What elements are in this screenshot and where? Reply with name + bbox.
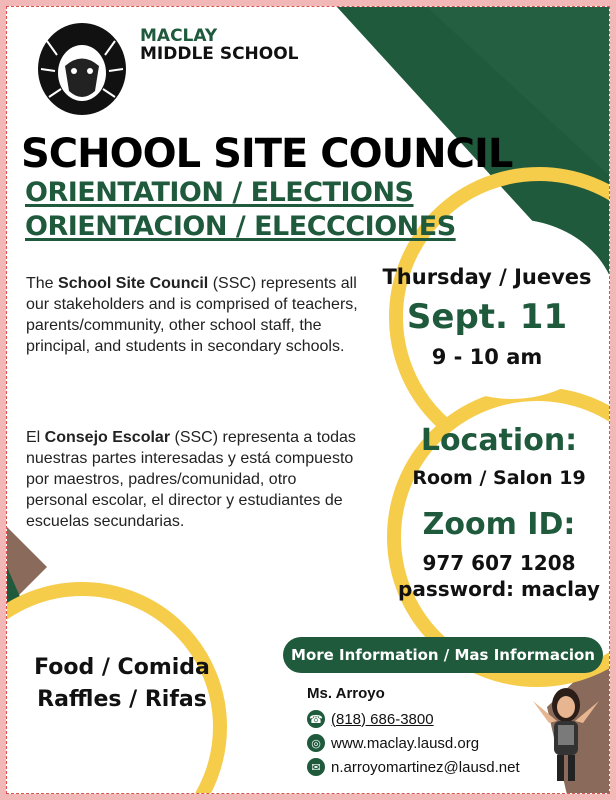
phone-icon: ☎ (307, 710, 325, 728)
contact-phone-row (307, 707, 520, 731)
event-time: 9 - 10 am (431, 345, 543, 369)
description-english: The School Site Council (SSC) represents all our stakeholders and is comprised of teachers, parents/community, other school staff, the principal, and students in secondary schools. (26, 275, 358, 355)
contact-website-row (307, 731, 520, 755)
email-link[interactable]: n.arroyomartinez@lausd.net (331, 758, 520, 776)
ssc-english-name: School Site Council (58, 275, 209, 292)
school-name-line2: MIDDLE SCHOOL (140, 44, 299, 64)
raffles-text: Raffles / Rifas (37, 687, 207, 712)
phone-link[interactable]: (818) 686-3800 (331, 710, 434, 728)
flyer-sheet (6, 6, 610, 794)
location-room: Room / Salon 19 (412, 467, 586, 489)
contact-email-row (307, 755, 520, 779)
contact-name: Ms. Arroyo (307, 685, 385, 702)
event-date: Sept. 11 (406, 297, 568, 337)
school-name-line1: MACLAY (140, 26, 218, 46)
zoom-password: password: maclay (398, 577, 600, 601)
location-heading: Location: (420, 423, 578, 458)
page-title: SCHOOL SITE COUNCIL (21, 131, 513, 177)
food-text: Food / Comida (34, 655, 210, 680)
bitmoji-avatar (527, 683, 605, 787)
lion-logo (35, 21, 129, 117)
ssc-spanish-name: Consejo Escolar (44, 429, 171, 446)
contact-list (307, 707, 520, 779)
subtitle-english: ORIENTATION / ELECTIONS (25, 177, 414, 208)
event-day: Thursday / Jueves (382, 265, 592, 289)
zoom-heading: Zoom ID: (422, 507, 576, 542)
subtitle-spanish: ORIENTACION / ELECCCIONES (25, 211, 456, 242)
description-spanish: El Consejo Escolar (SSC) representa a todas nuestras partes interesadas y está compuesto por maestros, padres/comunidad, otro personal escolar, el director y estudiantes de escuelas secundarias. (26, 429, 356, 530)
website-link[interactable]: www.maclay.lausd.org (331, 734, 480, 752)
zoom-id: 977 607 1208 (422, 551, 576, 575)
mail-icon: ✉ (307, 758, 325, 776)
globe-icon: ◎ (307, 734, 325, 752)
more-information-banner: More Information / Mas Informacion (283, 637, 603, 673)
